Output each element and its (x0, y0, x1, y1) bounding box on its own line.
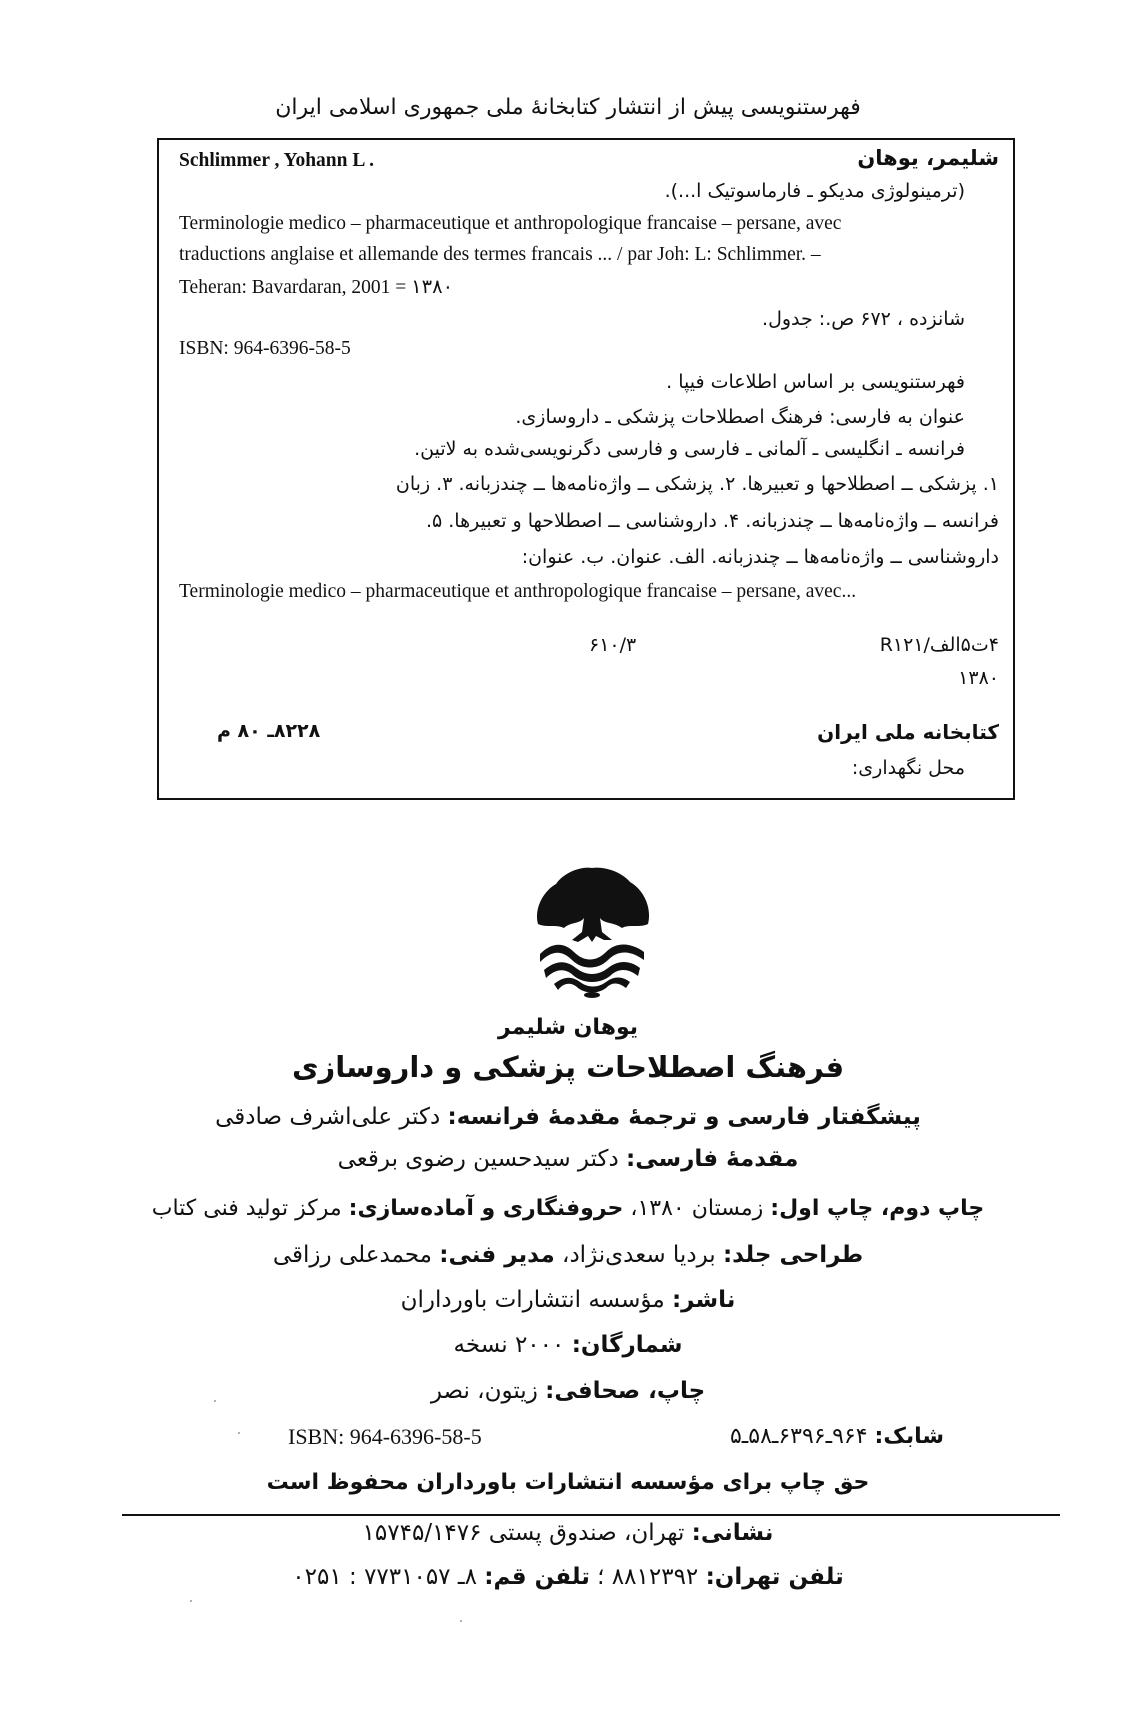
author-persian: شلیمر، یوهان (857, 146, 999, 170)
title-transliterated: (ترمینولوژی مدیکو ـ فارماسوتیک ا...). (664, 180, 965, 202)
physical-description: شانزده ، ۶۷۲ ص.: جدول. (762, 308, 965, 330)
printing-label: چاپ، صحافی: (545, 1378, 706, 1404)
address-value: تهران، صندوق پستی ۱۵۷۴۵/۱۴۷۶ (362, 1520, 685, 1546)
credit-printing (0, 1378, 1136, 1404)
isbn-value-persian: ۹۶۴ـ۶۳۹۶ـ۵۸ـ۵ (729, 1424, 868, 1449)
note-6: داروشناسی ــ واژه‌نامه‌ها ــ چندزبانه. الف. عنوان. ب. عنوان: (521, 546, 999, 568)
author-latin: Schlimmer , Yohann L . (179, 150, 375, 171)
publisher-label: ناشر: (671, 1287, 736, 1313)
scan-speck (190, 1600, 192, 1602)
note-2: عنوان به فارسی: فرهنگ اصطلاحات پزشکی ـ داروسازی. (515, 406, 965, 428)
publisher-value: مؤسسه انتشارات باورداران (400, 1287, 665, 1313)
credit-design (0, 1242, 1136, 1268)
note-1: فهرستنویسی بر اساس اطلاعات فیپا . (666, 371, 965, 393)
lc-call-number: ۴ت۵الف/R۱۲۱ (879, 634, 999, 656)
typesetting-label: حروفنگاری و آماده‌سازی: (348, 1196, 624, 1221)
accession-number: ۸۲۲۸ـ ۸۰ م (217, 720, 321, 742)
cover-design-value: بردیا سعدی‌نژاد، (562, 1242, 716, 1268)
note-3: فرانسه ـ انگلیسی ـ آلمانی ـ فارسی و فارسی دگرنویسی‌شده به لاتین. (414, 438, 965, 460)
scan-speck (238, 1432, 240, 1434)
cip-header-title: فهرستنویسی پیش از انتشار کتابخانهٔ ملی جمهوری اسلامی ایران (275, 95, 861, 120)
wave-dot (584, 992, 600, 998)
credit-edition (0, 1196, 1136, 1221)
alt-title: Terminologie medico ‒ pharmaceutique et anthropologique francaise ‒ persane, avec... (179, 581, 857, 602)
title-line-2: traductions anglaise et allemande des termes francais ... / par Joh: L: Schlimmer. ‒ (179, 244, 821, 265)
qom-phone-label: تلفن قم: (484, 1564, 590, 1590)
typesetting-value: مرکز تولید فنی کتاب (151, 1196, 342, 1221)
note-4: ۱. پزشکی ــ اصطلاحها و تعبیرها. ۲. پزشکی ــ واژه‌نامه‌ها ــ چندزبانه. ۳. زبان (395, 473, 999, 495)
note-5: فرانسه ــ واژه‌نامه‌ها ــ چندزبانه. ۴. داروشناسی ــ اصطلاحها و تعبیرها. ۵. (425, 510, 999, 532)
credit-address (0, 1520, 1136, 1546)
isbn-value-latin: ISBN: 964-6396-58-5 (288, 1424, 482, 1449)
credit-preface (0, 1104, 1136, 1130)
dewey-number: ۶۱۰/۳ (589, 634, 637, 656)
cip-isbn: ISBN: 964-6396-58-5 (179, 338, 351, 359)
edition-value: زمستان ۱۳۸۰، (630, 1196, 764, 1221)
title-line-3: Teheran: Bavardaran, 2001 = ۱۳۸۰ (179, 277, 454, 298)
library-name: کتابخانه ملی ایران (817, 720, 999, 744)
tree-over-waves-logo-icon (530, 862, 654, 998)
cover-design-label: طراحی جلد: (722, 1242, 864, 1268)
tech-director-label: مدیر فنی: (439, 1242, 555, 1268)
credit-print-run (0, 1332, 1136, 1358)
intro-label: مقدمهٔ فارسی: (626, 1146, 799, 1172)
location-label: محل نگهداری: (851, 757, 965, 779)
title-line-1: Terminologie medico ‒ pharmaceutique et anthropologique francaise ‒ persane, avec (179, 213, 842, 234)
copyright-notice: حق چاپ برای مؤسسه انتشارات باورداران محفوظ است (266, 1470, 870, 1495)
credit-phones (0, 1564, 1136, 1590)
tech-director-value: محمدعلی رزاقی (272, 1242, 432, 1268)
credit-book-title: فرهنگ اصطلاحات پزشکی و داروسازی (291, 1050, 845, 1084)
print-run-value: ۲۰۰۰ نسخه (453, 1332, 565, 1358)
credit-intro (0, 1146, 1136, 1172)
edition-label: چاپ دوم، چاپ اول: (770, 1196, 985, 1221)
print-run-label: شمارگان: (571, 1332, 683, 1358)
scan-speck (214, 1400, 216, 1402)
scan-speck (460, 1620, 462, 1622)
publication-year: ۱۳۸۰ (958, 667, 999, 689)
intro-value: دکتر سیدحسین رضوی برقعی (337, 1146, 619, 1172)
qom-phone-value: ۸ـ ۷۷۳۱۰۵۷ : ۰۲۵۱ (292, 1564, 477, 1590)
credit-author: یوهان شلیمر (497, 1015, 639, 1040)
printing-value: زیتون، نصر (430, 1378, 538, 1404)
isbn-label: شابک: (874, 1424, 944, 1449)
preface-label: پیشگفتار فارسی و ترجمهٔ مقدمهٔ فرانسه: (447, 1104, 921, 1130)
tehran-phone-label: تلفن تهران: (705, 1564, 844, 1590)
credit-publisher (0, 1287, 1136, 1313)
preface-value: دکتر علی‌اشرف صادقی (215, 1104, 441, 1130)
separator-line (122, 1514, 1060, 1516)
tehran-phone-value: ۸۸۱۲۳۹۲ ؛ (597, 1564, 699, 1590)
address-label: نشانی: (691, 1520, 774, 1546)
cip-record-box (157, 138, 1015, 800)
credit-isbn-persian (730, 1424, 944, 1449)
